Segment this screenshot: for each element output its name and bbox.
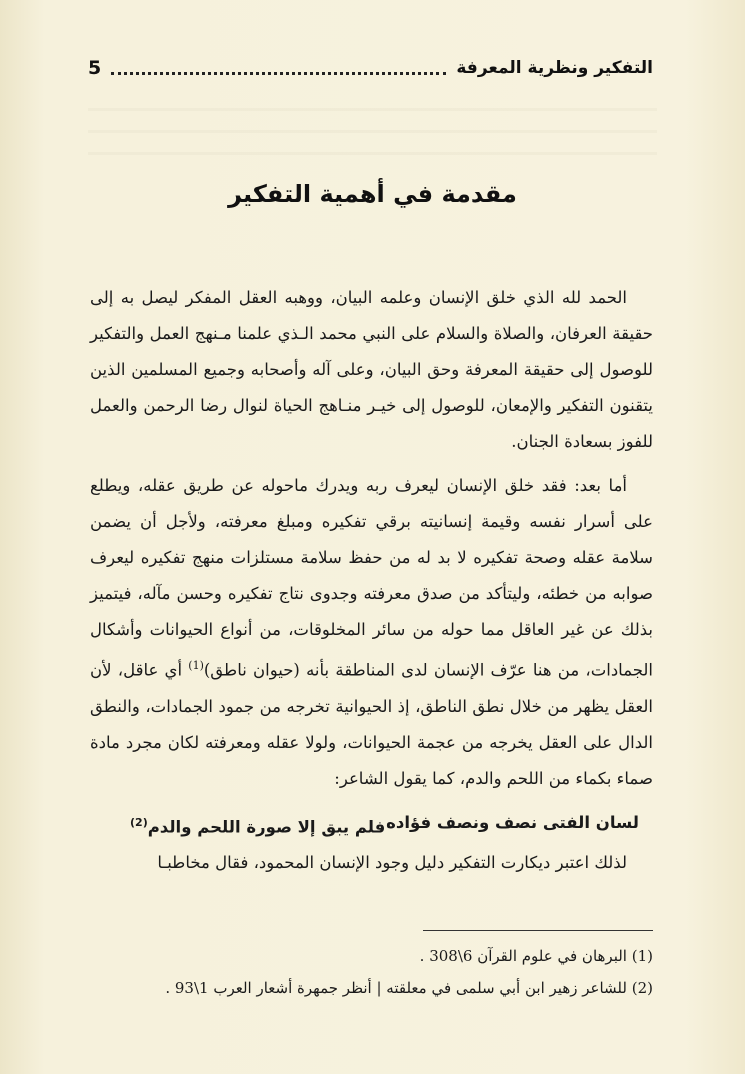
footnotes	[90, 940, 653, 1004]
page-number: 5	[88, 57, 102, 79]
paragraph-main-part1: أما بعد: فقد خلق الإنسان ليعرف ربه ويدرك ماحوله عن طريق عقله، ويطلع على أسرار نفسه وقيمة إنسانيته برقي تفكيره ومبلغ معرفته، ولأجل أن يضمن سلامة عقله وصحة تفكيره لا بد له من حفظ سلامة مستلزات منهج تفكيره ليعرف صوابه من خطئه، وليتأكد من صدق معرفته وجدوى نتاج تفكيره وحسن مآله، فيتميز بذلك عن غير العاقل مما حوله من سائر المخلوقات، من أنواع الحيوانات وأشكال الجمادات، من هنا عرّف الإنسان لدى المناطقة بأنه (حيوان ناطق)	[90, 476, 653, 680]
body-text	[90, 280, 653, 889]
footnote-2: (2) للشاعر زهير ابن أبي سلمى في معلقته | أنظر جمهرة أشعار العرب 1\93 .	[165, 979, 653, 997]
running-header-title: التفكير ونظرية المعرفة	[456, 58, 653, 78]
bleed-through-text	[88, 108, 657, 168]
paragraph-main	[90, 468, 653, 797]
footnote-ref-1: (1)	[188, 659, 204, 672]
poetry-verse	[90, 805, 653, 846]
header-dotted-leader	[111, 62, 446, 75]
footnote-separator	[423, 930, 653, 931]
verse-second-hemistich	[130, 805, 385, 846]
verse-first-hemistich: لسان الفتى نصف ونصف فؤاده	[386, 812, 639, 832]
paragraph-main-part2: أي عاقل، لأن العقل يظهر من خلال نطق الناطق، إذ الحيوانية تخرجه من جمود الجمادات، والنطق الدال على العقل يخرجه من عجمة الحيوانات، ولولا عقله ومعرفته لكان مجرد مادة صماء بكماء من اللحم والدم، كما يقول الشاعر:	[90, 660, 653, 788]
paragraph-closing: لذلك اعتبر ديكارت التفكير دليل وجود الإنسان المحمود، فقال مخاطبـا	[157, 853, 627, 872]
footnote-ref-2: (2)	[130, 815, 148, 829]
footnote-1: (1) البرهان في علوم القرآن 6\308 .	[419, 947, 653, 965]
running-header	[88, 54, 653, 82]
verse-second-text: فلم يبق إلا صورة اللحم والدم	[147, 817, 386, 836]
chapter-title: مقدمة في أهمية التفكير	[228, 180, 517, 208]
paragraph-intro: الحمد لله الذي خلق الإنسان وعلمه البيان، ووهبه العقل المفكر ليصل به إلى حقيقة العرفان، والصلاة والسلام على النبي محمد الـذي علمنا مـنهج العمل والتفكير للوصول إلى حقيقة المعرفة وحق البيان، وعلى آله وأصحابه وجميع المسلمين الذين يتقنون التفكير والإمعان، للوصول إلى خيـر منـاهج الحياة لنوال رضا الرحمن والعمل للفوز بسعادة الجنان.	[90, 288, 653, 451]
